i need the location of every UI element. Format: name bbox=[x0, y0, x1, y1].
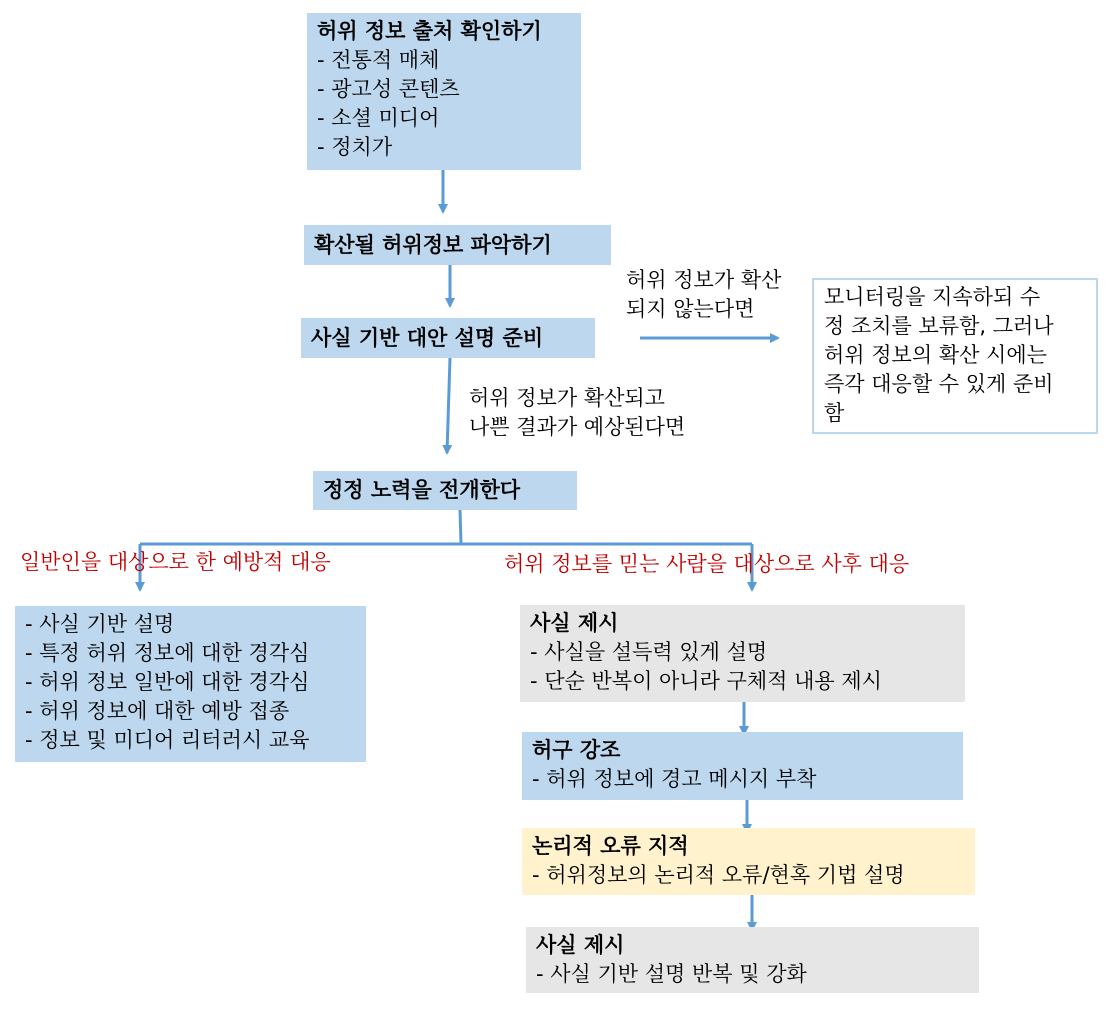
monitor-line: 함 bbox=[824, 401, 845, 425]
box-source-check bbox=[307, 13, 581, 170]
label-not-spread-line: 되지 않는다면 bbox=[626, 297, 755, 321]
prevention-item: - 사실 기반 설명 bbox=[25, 612, 175, 636]
connector-correction-stem bbox=[460, 510, 461, 544]
monitor-line: 허위 정보의 확산 시에는 bbox=[824, 343, 1047, 367]
source-item: - 광고성 콘텐츠 bbox=[317, 77, 460, 101]
box-fallacy bbox=[522, 828, 975, 895]
box-fact-presentation-2 bbox=[526, 927, 979, 993]
box-prepare bbox=[301, 318, 595, 358]
arrow-prepare-to-correction bbox=[447, 358, 450, 453]
label-spread bbox=[469, 384, 685, 442]
fact1-item: - 사실을 설득력 있게 설명 bbox=[530, 640, 768, 664]
myth-item: - 허위 정보에 경고 메시지 부착 bbox=[532, 767, 817, 791]
box-prepare-title: 사실 기반 대안 설명 준비 bbox=[311, 325, 544, 350]
box-fact-presentation-1-title: 사실 제시 bbox=[530, 611, 619, 635]
label-spread-line: 허위 정보가 확산되고 bbox=[469, 386, 665, 410]
label-not-spread-line: 허위 정보가 확산 bbox=[626, 268, 782, 292]
box-source-check-title: 허위 정보 출처 확인하기 bbox=[317, 19, 542, 43]
source-item: - 소셜 미디어 bbox=[317, 106, 440, 130]
fact2-item: - 사실 기반 설명 반복 및 강화 bbox=[536, 962, 807, 986]
fact1-item: - 단순 반복이 아니라 구체적 내용 제시 bbox=[530, 669, 882, 693]
prevention-item: - 허위 정보 일반에 대한 경각심 bbox=[25, 670, 310, 694]
label-spread-line: 나쁜 결과가 예상된다면 bbox=[469, 415, 686, 439]
box-fact-presentation-1 bbox=[520, 605, 965, 702]
box-identify bbox=[304, 225, 611, 265]
monitor-line: 정 조치를 보류함, 그러나 bbox=[824, 314, 1054, 338]
box-myth-emphasis bbox=[522, 732, 963, 800]
box-prevention bbox=[15, 606, 366, 762]
label-reactive: 허위 정보를 믿는 사람을 대상으로 사후 대응 bbox=[504, 552, 910, 576]
source-item: - 정치가 bbox=[317, 135, 393, 159]
box-myth-emphasis-title: 허구 강조 bbox=[532, 738, 621, 762]
label-not-spread bbox=[626, 266, 781, 324]
prevention-item: - 특정 허위 정보에 대한 경각심 bbox=[25, 641, 310, 665]
box-correction-title: 정정 노력을 전개한다 bbox=[323, 478, 521, 502]
prevention-item: - 정보 및 미디어 리터러시 교육 bbox=[25, 728, 310, 752]
box-correction bbox=[313, 471, 577, 510]
monitor-line: 모니터링을 지속하되 수 bbox=[824, 285, 1041, 309]
box-identify-title: 확산될 허위정보 파악하기 bbox=[314, 232, 552, 257]
box-fact-presentation-2-title: 사실 제시 bbox=[536, 933, 625, 957]
label-preventive: 일반인을 대상으로 한 예방적 대응 bbox=[20, 550, 331, 574]
source-item: - 전통적 매체 bbox=[317, 48, 440, 72]
monitor-line: 즉각 대응할 수 있게 준비 bbox=[824, 372, 1054, 396]
fallacy-item: - 허위정보의 논리적 오류/현혹 기법 설명 bbox=[532, 863, 905, 887]
box-fallacy-title: 논리적 오류 지적 bbox=[532, 834, 689, 858]
box-monitor bbox=[812, 278, 1098, 434]
prevention-item: - 허위 정보에 대한 예방 접종 bbox=[25, 699, 290, 723]
